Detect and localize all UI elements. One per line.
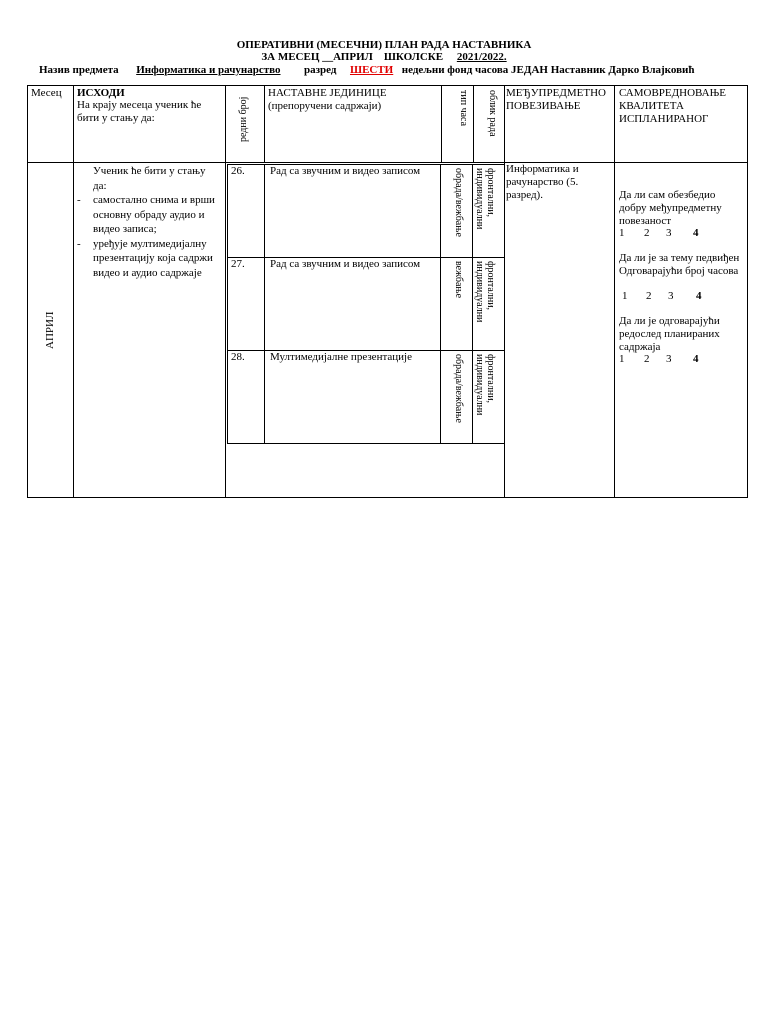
scale-1: 1 [622, 290, 628, 302]
school-year: 2021/2022. [456, 51, 507, 63]
month-line: ЗА МЕСЕЦ __АПРИЛ [261, 51, 373, 63]
self-eval-question: Да ли сам обезбедио добру међупредметну повезаност [619, 189, 722, 227]
month-cell: АПРИЛ [44, 311, 56, 349]
school-year-label: ШКОЛСКЕ [383, 51, 444, 63]
self-eval-question: Да ли је за тему педвиђен Одговарајући број часова [619, 252, 740, 277]
self-eval-question: Да ли је одговарајући редослед планираних садржаја [619, 315, 720, 353]
lesson-work-form: фронтални, индивидуални [474, 168, 496, 230]
lesson-title: Рад са звучним и видео записом [270, 258, 421, 270]
cross-curricular-cell: Информатика и рачунарство (5. разред). [506, 163, 579, 201]
grade-label: разред [304, 64, 337, 76]
scale-4: 4 [696, 290, 702, 302]
grade-value: ШЕСТИ [349, 64, 394, 76]
column-header-teaching-units: НАСТАВНЕ ЈЕДИНИЦЕ (препоручени садржаји) [268, 87, 387, 112]
fund-and-teacher: недељни фонд часова ЈЕДАН Наставник Дарко Влајковић [401, 64, 695, 76]
column-header-self-evaluation: САМОВРЕДНОВАЊЕ КВАЛИТЕТА ИСПЛАНИРАНОГ [619, 87, 726, 125]
lesson-number: 26. [231, 165, 245, 177]
outcome-item: - уређује мултимедијалну презентацију која садржи видео и аудио садржаје [77, 237, 219, 281]
outcomes-intro: Ученик ће бити у стању да: [93, 165, 206, 192]
lesson-title: Рад са звучним и видео записом [270, 165, 421, 177]
document-title: ОПЕРАТИВНИ (МЕСЕЧНИ) ПЛАН РАДА НАСТАВНИКА [236, 39, 532, 51]
scale-2: 2 [646, 290, 652, 302]
column-header-lesson-type: тип часа [458, 90, 469, 127]
scale-2: 2 [644, 227, 650, 239]
document-subtitle [0, 51, 768, 64]
column-header-month: Месец [31, 87, 62, 99]
lesson-number: 27. [231, 258, 245, 270]
lesson-title: Мултимедијалне презентације [270, 351, 412, 363]
subject-value: Информатика и рачунарство [136, 64, 281, 76]
scale-4: 4 [693, 353, 699, 365]
column-header-lesson-number: редни број [238, 96, 249, 142]
subject-meta-line [39, 64, 695, 76]
lesson-number: 28. [231, 351, 245, 363]
scale-4: 4 [693, 227, 699, 239]
outcome-item: - самостално снима и врши основну обраду аудио и видео записа; [77, 193, 219, 237]
scale-3: 3 [666, 353, 672, 365]
outcomes-cell [77, 164, 219, 280]
subject-label: Назив предмета [39, 64, 119, 76]
scale-1: 1 [619, 353, 625, 365]
column-header-work-form: облик рада [487, 90, 498, 137]
column-header-outcomes: ИСХОДИ [77, 87, 125, 99]
scale-1: 1 [619, 227, 625, 239]
scale-3: 3 [668, 290, 674, 302]
scale-3: 3 [666, 227, 672, 239]
lesson-type: вежбање [453, 261, 464, 299]
lesson-work-form: фронтални, индивидуални [474, 261, 496, 323]
scale-2: 2 [644, 353, 650, 365]
column-header-outcomes-sub: На крају месеца ученик ће бити у стању да: [77, 99, 202, 124]
lesson-type: обрада/вежбање [453, 354, 464, 423]
lesson-type: обрада/вежбање [453, 168, 464, 237]
lesson-work-form: фронтални, индивидуални [474, 354, 496, 416]
column-header-cross-curricular: МЕЂУПРЕДМЕТНО ПОВЕЗИВАЊЕ [506, 87, 606, 112]
